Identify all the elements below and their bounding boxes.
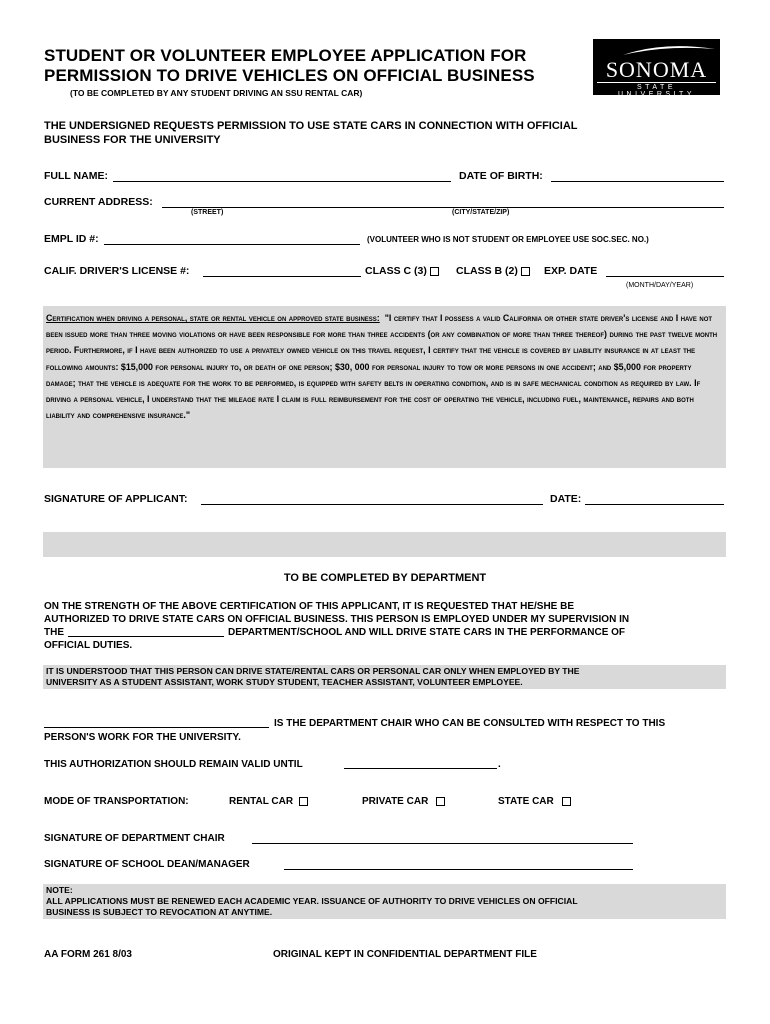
- class-b-label: CLASS B (2): [456, 265, 518, 277]
- form-title: [44, 46, 535, 86]
- class-c-checkbox[interactable]: [430, 267, 439, 276]
- department-request: [44, 600, 629, 652]
- logo-name: SONOMA: [605, 57, 708, 82]
- dob-field[interactable]: [551, 181, 724, 182]
- request-line-1: THE UNDERSIGNED REQUESTS PERMISSION TO USE STATE CARS IN CONNECTION WITH OFFICIAL: [44, 120, 578, 132]
- applicant-date-label: DATE:: [550, 493, 582, 505]
- dean-signature-field[interactable]: [284, 869, 633, 870]
- dean-signature-label: SIGNATURE OF SCHOOL DEAN/MANAGER: [44, 859, 250, 870]
- empl-id-note: (VOLUNTEER WHO IS NOT STUDENT OR EMPLOYEE USE SOC.SEC. NO.): [367, 235, 649, 244]
- applicant-date-field[interactable]: [585, 504, 724, 505]
- exp-date-label: EXP. DATE: [544, 265, 598, 277]
- renewal-note-box: [43, 884, 726, 919]
- city-hint: (CITY/STATE/ZIP): [452, 209, 510, 216]
- class-c-option[interactable]: [365, 265, 442, 277]
- chair-line-2: PERSON'S WORK FOR THE UNIVERSITY.: [44, 732, 241, 743]
- university-logo: [593, 39, 720, 98]
- form-subtitle: (TO BE COMPLETED BY ANY STUDENT DRIVING AN SSU RENTAL CAR): [70, 88, 363, 98]
- dept-line-2: AUTHORIZED TO DRIVE STATE CARS ON OFFICIAL BUSINESS. THIS PERSON IS EMPLOYED UNDER MY SUPERVISION IN: [44, 614, 630, 625]
- rental-car-label: RENTAL CAR: [229, 796, 294, 807]
- chair-signature-label: SIGNATURE OF DEPARTMENT CHAIR: [44, 833, 225, 844]
- employment-note-line-1: IT IS UNDERSTOOD THAT THIS PERSON CAN DRIVE STATE/RENTAL CARS OR PERSONAL CAR ONLY WHEN EMPLOYED BY THE: [46, 666, 580, 676]
- full-name-label: FULL NAME:: [44, 170, 108, 182]
- employment-note-line-2: UNIVERSITY AS A STUDENT ASSISTANT, WORK STUDY STUDENT, TEACHER ASSISTANT, VOLUNTEER EMPLOYEE.: [46, 677, 523, 687]
- dept-line-3-text: DEPARTMENT/SCHOOL AND WILL DRIVE STATE CARS IN THE PERFORMANCE OF: [228, 627, 626, 638]
- note-label: NOTE:: [46, 885, 73, 895]
- valid-until-period: .: [498, 759, 501, 770]
- private-car-checkbox[interactable]: [436, 797, 445, 806]
- rental-car-checkbox[interactable]: [299, 797, 308, 806]
- logo-subtext: STATE UNIVERSITY: [597, 82, 716, 98]
- address-field[interactable]: [162, 207, 724, 208]
- gray-separator-bar: [43, 532, 726, 557]
- class-b-checkbox[interactable]: [521, 267, 530, 276]
- applicant-signature-label: SIGNATURE OF APPLICANT:: [44, 493, 188, 505]
- state-car-label: STATE CAR: [498, 796, 554, 807]
- note-line-2: BUSINESS IS SUBJECT TO REVOCATION AT ANYTIME.: [46, 907, 273, 917]
- file-note: ORIGINAL KEPT IN CONFIDENTIAL DEPARTMENT FILE: [273, 949, 537, 960]
- request-line-2: BUSINESS FOR THE UNIVERSITY: [44, 134, 221, 146]
- license-field[interactable]: [203, 276, 361, 277]
- chair-line-1: IS THE DEPARTMENT CHAIR WHO CAN BE CONSULTED WITH RESPECT TO THIS: [274, 718, 666, 729]
- logo-swoosh-icon: [593, 39, 720, 59]
- exp-date-hint: (MONTH/DAY/YEAR): [626, 282, 694, 289]
- mode-label: MODE OF TRANSPORTATION:: [44, 796, 189, 807]
- dept-the: THE: [44, 627, 64, 638]
- state-car-checkbox[interactable]: [562, 797, 571, 806]
- valid-until-field[interactable]: [344, 768, 497, 769]
- empl-id-field[interactable]: [104, 244, 360, 245]
- applicant-signature-field[interactable]: [201, 504, 543, 505]
- class-c-label: CLASS C (3): [365, 265, 427, 277]
- license-label: CALIF. DRIVER'S LICENSE #:: [44, 265, 190, 277]
- certification-box: [43, 306, 726, 468]
- empl-id-label: EMPL ID #:: [44, 233, 99, 245]
- rental-car-option[interactable]: [229, 795, 311, 808]
- dept-line-1: ON THE STRENGTH OF THE ABOVE CERTIFICATION OF THIS APPLICANT, IT IS REQUESTED THAT HE/SHE BE: [44, 601, 575, 612]
- street-hint: (STREET): [191, 209, 224, 216]
- private-car-option[interactable]: [362, 795, 448, 808]
- full-name-field[interactable]: [113, 181, 451, 182]
- valid-until-label: THIS AUTHORIZATION SHOULD REMAIN VALID UNTIL: [44, 759, 303, 770]
- department-chair-name-field[interactable]: [44, 727, 269, 728]
- address-label: CURRENT ADDRESS:: [44, 196, 153, 208]
- note-line-1: ALL APPLICATIONS MUST BE RENEWED EACH ACADEMIC YEAR. ISSUANCE OF AUTHORITY TO DRIVE VEHICLES ON OFFICIAL: [46, 896, 578, 906]
- dept-line-4: OFFICIAL DUTIES.: [44, 640, 133, 651]
- chair-signature-field[interactable]: [252, 843, 633, 844]
- title-line-2: PERMISSION TO DRIVE VEHICLES ON OFFICIAL BUSINESS: [44, 66, 535, 85]
- class-b-option[interactable]: [456, 265, 533, 277]
- department-heading: TO BE COMPLETED BY DEPARTMENT: [283, 572, 487, 584]
- certification-heading: Certification when driving a personal, state or rental vehicle on approved state business:: [46, 313, 380, 323]
- state-car-option[interactable]: [498, 795, 574, 808]
- department-name-field[interactable]: [68, 636, 224, 637]
- private-car-label: PRIVATE CAR: [362, 796, 429, 807]
- request-statement: [44, 119, 578, 147]
- employment-note-box: [43, 665, 726, 689]
- title-line-1: STUDENT OR VOLUNTEER EMPLOYEE APPLICATION FOR: [44, 46, 527, 65]
- exp-date-field[interactable]: [606, 276, 724, 277]
- dept-line-3: [44, 626, 629, 639]
- form-number: AA FORM 261 8/03: [44, 949, 132, 960]
- dob-label: DATE OF BIRTH:: [459, 170, 543, 182]
- certification-body: "I certify that I possess a valid California or other state driver's license and I have not been issued more than three moving violations or have been responsible for more than three accidents (or any combination of more than three thereof) during the past twelve month period. Furthermore, if I have been authorized to use a privately owned vehicle on this travel request, I certify that the vehicle is covered by liability insurance in at least the following amounts: $15,000 for personal injury to, or death of one person; $30, 000 for personal injury to tow or more persons in one accident; and $5,000 for property damage; that the vehicle is adequate for the work to be performed, is equipped with safety belts in operating condition, and is in safe mechanical condition as required by law. If driving a personal vehicle, I understand that the mileage rate I claim is full reimbursement for the cost of operating the vehicle, including fuel, maintenance, repairs and both liability and comprehensive insurance.": [46, 313, 718, 421]
